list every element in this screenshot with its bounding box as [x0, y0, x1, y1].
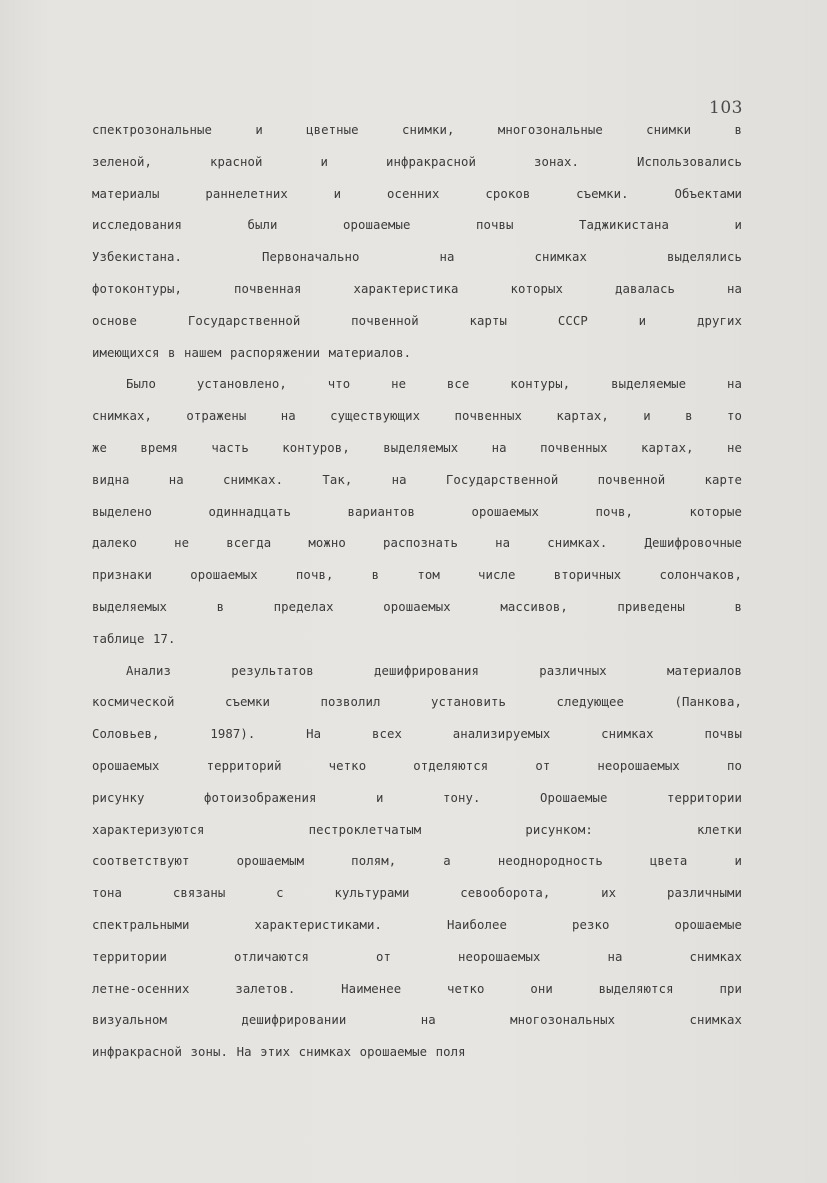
paragraph	[92, 369, 742, 655]
text-line: имеющихся в нашем распоряжении материалов.	[92, 345, 412, 360]
paragraph	[92, 656, 742, 1069]
text-line: таблице 17.	[92, 631, 176, 646]
text-line: основе Государственной почвенной карты СССР и других	[92, 313, 742, 328]
text-line: выделяемых в пределах орошаемых массивов, приведены в	[92, 599, 742, 614]
text-line: снимках, отражены на существующих почвенных картах, и в то	[92, 409, 742, 424]
text-line: Узбекистана. Первоначально на снимках выделялись	[92, 250, 742, 265]
text-line: исследования были орошаемые почвы Таджикистана и	[92, 218, 742, 233]
text-line: признаки орошаемых почв, в том числе вторичных солончаков,	[92, 568, 742, 583]
text-line: летне-осенних залетов. Наименее четко они выделяются при	[92, 981, 742, 996]
text-line: фотоконтуры, почвенная характеристика которых давалась на	[92, 281, 742, 296]
text-line: тона связаны с культурами севооборота, их различными	[92, 886, 742, 901]
text-line: Было установлено, что не все контуры, выделяемые на	[126, 377, 742, 392]
text-line: видна на снимках. Так, на Государственной почвенной карте	[92, 472, 742, 487]
text-line: космической съемки позволил установить следующее (Панкова,	[92, 695, 742, 710]
text-line: Соловьев, 1987). На всех анализируемых снимках почвы	[92, 727, 742, 742]
text-line: материалы раннелетних и осенних сроков съемки. Объектами	[92, 186, 742, 201]
text-line: орошаемых территорий четко отделяются от неорошаемых по	[92, 758, 742, 773]
text-line: инфракрасной зоны. На этих снимках орошаемые поля	[92, 1045, 466, 1060]
paragraph	[92, 115, 742, 369]
text-line: далеко не всегда можно распознать на снимках. Дешифровочные	[92, 536, 742, 551]
text-line: зеленой, красной и инфракрасной зонах. Использовались	[92, 154, 742, 169]
text-line: спектрозональные и цветные снимки, многозональные снимки в	[92, 123, 742, 137]
page-number: 103	[709, 98, 743, 118]
text-line: территории отличаются от неорошаемых на снимках	[92, 949, 742, 964]
text-line: спектральными характеристиками. Наиболее резко орошаемые	[92, 917, 742, 932]
text-line: выделено одиннадцать вариантов орошаемых почв, которые	[92, 504, 742, 519]
text-line: характеризуются пестроклетчатым рисунком: клетки	[92, 822, 742, 837]
text-body	[92, 115, 742, 1069]
text-line: визуальном дешифрировании на многозональных снимках	[92, 1013, 742, 1028]
text-line: же время часть контуров, выделяемых на почвенных картах, не	[92, 440, 742, 455]
text-line: Анализ результатов дешифрирования различных материалов	[126, 663, 742, 678]
text-line: соответствуют орошаемым полям, а неоднородность цвета и	[92, 854, 742, 869]
text-line: рисунку фотоизображения и тону. Орошаемые территории	[92, 790, 742, 805]
